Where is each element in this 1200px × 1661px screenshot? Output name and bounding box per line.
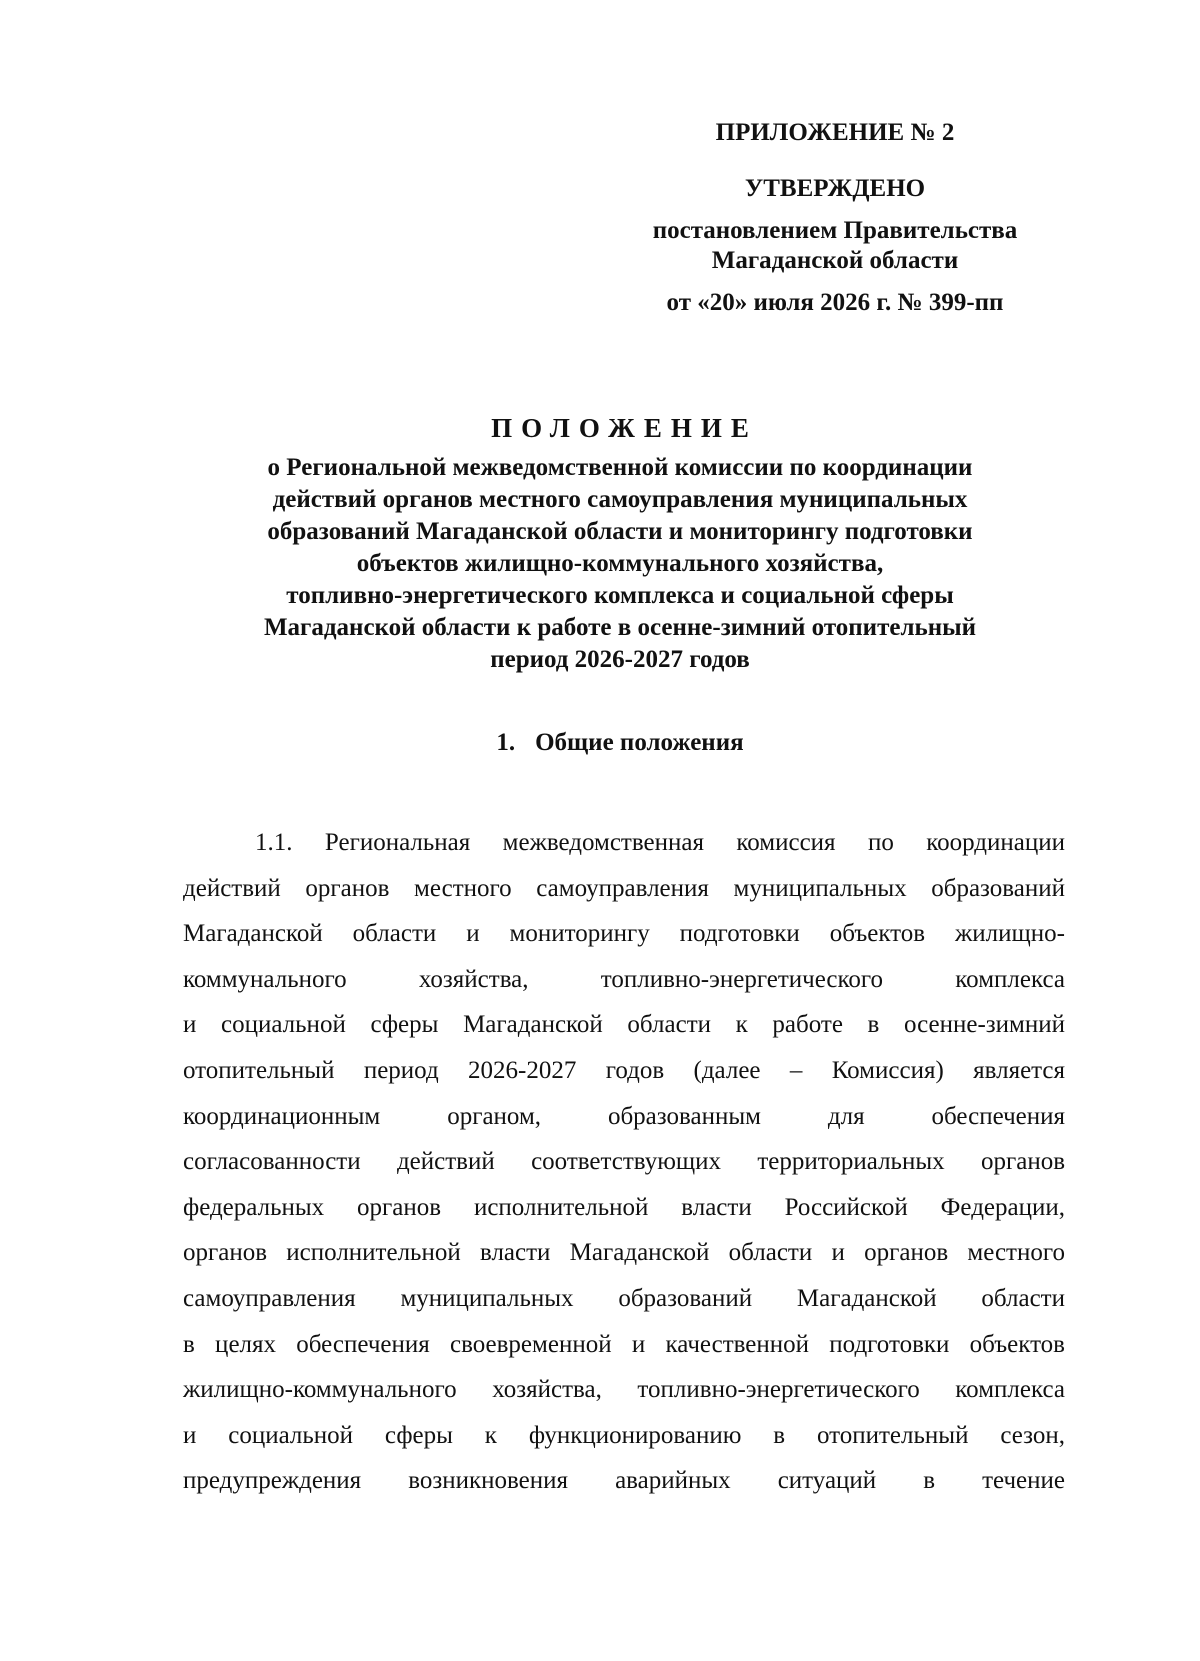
paragraph-line: в целях обеспечения своевременной и качественной подготовки объектов bbox=[183, 1330, 1065, 1358]
subtitle-line: о Региональной межведомственной комиссии по координации bbox=[267, 454, 973, 481]
document-title: ПОЛОЖЕНИЕ bbox=[491, 413, 758, 443]
subtitle-line: топливно-энергетического комплекса и социальной сферы bbox=[286, 582, 954, 609]
subtitle-line: период 2026-2027 годов bbox=[490, 646, 750, 673]
decree-text bbox=[620, 216, 1050, 276]
decree-line: постановлением Правительства bbox=[652, 217, 1018, 244]
paragraph-line: координационным органом, образованным для обеспечения bbox=[183, 1102, 1065, 1130]
paragraph-line: и социальной сферы Магаданской области к работе в осенне-зимний bbox=[183, 1011, 1065, 1039]
section-heading bbox=[160, 726, 1080, 760]
approval-stamp-block bbox=[620, 116, 1050, 320]
paragraph-line: действий органов местного самоуправления муниципальных образований bbox=[183, 874, 1065, 902]
document-subtitle bbox=[160, 452, 1080, 676]
section-number: 1. bbox=[496, 729, 516, 756]
paragraph-line: органов исполнительной власти Магаданской области и органов местного bbox=[183, 1239, 1065, 1267]
subtitle-line: Магаданской области к работе в осенне-зимний отопительный bbox=[263, 614, 977, 641]
decree-date: от «20» июля 2026 г. № 399-пп bbox=[666, 289, 1004, 316]
approved-label: УТВЕРЖДЕНО bbox=[744, 175, 926, 202]
paragraph-1-1 bbox=[183, 820, 1065, 1504]
paragraph-line: коммунального хозяйства, топливно-энергетического комплекса bbox=[183, 965, 1065, 993]
document-title-block bbox=[160, 410, 1080, 676]
appendix-number: ПРИЛОЖЕНИЕ № 2 bbox=[715, 119, 955, 146]
subtitle-line: образований Магаданской области и мониторингу подготовки bbox=[267, 518, 973, 545]
paragraph-line: федеральных органов исполнительной власти Российской Федерации, bbox=[183, 1193, 1065, 1221]
paragraph-line: отопительный период 2026-2027 годов (далее – Комиссия) является bbox=[183, 1056, 1065, 1084]
paragraph-line: и социальной сферы к функционированию в отопительный сезон, bbox=[183, 1421, 1065, 1449]
paragraph-line: самоуправления муниципальных образований Магаданской области bbox=[183, 1284, 1065, 1312]
subtitle-line: объектов жилищно-коммунального хозяйства, bbox=[356, 550, 884, 577]
paragraph-line: согласованности действий соответствующих территориальных органов bbox=[183, 1148, 1065, 1176]
paragraph-line: 1.1. Региональная межведомственная комиссия по координации bbox=[255, 829, 1065, 856]
section-title: Общие положения bbox=[535, 729, 744, 756]
subtitle-line: действий органов местного самоуправления муниципальных bbox=[272, 486, 968, 513]
paragraph-line: жилищно-коммунального хозяйства, топливно-энергетического комплекса bbox=[183, 1376, 1065, 1404]
paragraph-line: предупреждения возникновения аварийных ситуаций в течение bbox=[183, 1467, 1065, 1495]
paragraph-line: Магаданской области и мониторингу подготовки объектов жилищно- bbox=[183, 920, 1065, 948]
decree-line: Магаданской области bbox=[711, 247, 959, 274]
